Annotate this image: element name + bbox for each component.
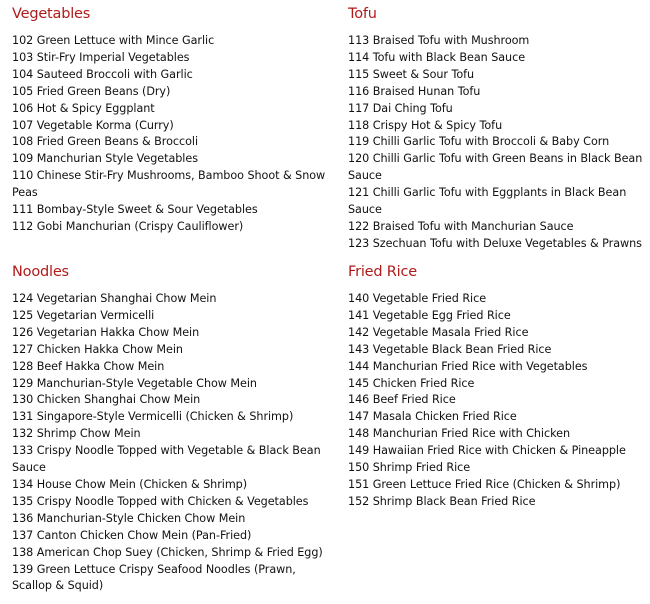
section-noodles [12,262,328,595]
menu-item: 109 Manchurian Style Vegetables [12,152,198,166]
menu-item: 111 Bombay-Style Sweet & Sour Vegetables [12,203,258,217]
menu-item: 118 Crispy Hot & Spicy Tofu [348,118,503,132]
menu-item: 151 Green Lettuce Fried Rice (Chicken & Shrimp) [348,477,621,491]
menu-item: 121 Chilli Garlic Tofu with Eggplants in Black Bean Sauce [348,186,627,217]
menu-item: 120 Chilli Garlic Tofu with Green Beans in Black Bean Sauce [348,152,643,183]
menu-item: 102 Green Lettuce with Mince Garlic [12,34,215,47]
menu-item: 112 Gobi Manchurian (Crispy Cauliflower) [12,219,244,233]
menu-item: 106 Hot & Spicy Eggplant [12,101,155,115]
menu-item: 140 Vegetable Fried Rice [348,292,487,305]
menu-item: 149 Hawaiian Fried Rice with Chicken & Pineapple [348,444,626,458]
menu-item: 107 Vegetable Korma (Curry) [12,118,174,132]
menu-item: 139 Green Lettuce Crispy Seafood Noodles (Prawn, Scallop & Squid) [12,562,296,593]
section-tofu [348,4,648,253]
menu-item: 103 Stir-Fry Imperial Vegetables [12,50,190,64]
menu-item: 144 Manchurian Fried Rice with Vegetables [348,359,588,373]
menu-item: 114 Tofu with Black Bean Sauce [348,50,526,64]
menu-item: 105 Fried Green Beans (Dry) [12,84,171,98]
menu-item: 138 American Chop Suey (Chicken, Shrimp & Fried Egg) [12,545,323,559]
section-fried-rice [348,262,648,511]
menu-item: 127 Chicken Hakka Chow Mein [12,342,183,356]
menu-item: 124 Vegetarian Shanghai Chow Mein [12,292,217,305]
menu-item: 147 Masala Chicken Fried Rice [348,410,517,424]
menu-item: 125 Vegetarian Vermicelli [12,308,155,322]
menu-item: 141 Vegetable Egg Fried Rice [348,308,511,322]
menu-item: 145 Chicken Fried Rice [348,376,475,390]
menu-item: 146 Beef Fried Rice [348,393,456,407]
menu-item: 123 Szechuan Tofu with Deluxe Vegetables & Prawns [348,236,642,250]
menu-item: 136 Manchurian-Style Chicken Chow Mein [12,511,246,525]
menu-item: 130 Chicken Shanghai Chow Mein [12,393,201,407]
menu-item: 148 Manchurian Fried Rice with Chicken [348,427,570,441]
menu-item: 104 Sauteed Broccoli with Garlic [12,67,193,81]
menu-item: 135 Crispy Noodle Topped with Chicken & Vegetables [12,494,309,508]
menu-item: 143 Vegetable Black Bean Fried Rice [348,342,552,356]
menu-item: 129 Manchurian-Style Vegetable Chow Mein [12,376,257,390]
section-vegetables [12,4,328,236]
menu-item: 108 Fried Green Beans & Broccoli [12,135,199,149]
item-list-noodles [12,291,328,595]
item-list-tofu [348,33,648,253]
section-title-fried-rice: Fried Rice [348,264,418,280]
menu-item: 137 Canton Chicken Chow Mein (Pan-Fried) [12,528,252,542]
menu-item: 128 Beef Hakka Chow Mein [12,359,165,373]
menu-item: 113 Braised Tofu with Mushroom [348,34,530,47]
menu-item: 122 Braised Tofu with Manchurian Sauce [348,219,574,233]
menu-item: 119 Chilli Garlic Tofu with Broccoli & Baby Corn [348,135,610,149]
menu-item: 131 Singapore-Style Vermicelli (Chicken & Shrimp) [12,410,294,424]
menu-item: 115 Sweet & Sour Tofu [348,67,475,81]
section-title-noodles: Noodles [12,264,69,280]
section-title-tofu: Tofu [348,6,377,22]
menu-item: 150 Shrimp Fried Rice [348,461,471,475]
menu-item: 126 Vegetarian Hakka Chow Mein [12,325,200,339]
menu-item: 134 House Chow Mein (Chicken & Shrimp) [12,477,248,491]
item-list-vegetables [12,33,328,236]
menu-item: 142 Vegetable Masala Fried Rice [348,325,529,339]
menu-item: 152 Shrimp Black Bean Fried Rice [348,494,536,508]
menu-item: 116 Braised Hunan Tofu [348,84,481,98]
menu-item: 133 Crispy Noodle Topped with Vegetable & Black Bean Sauce [12,444,321,475]
menu-item: 132 Shrimp Chow Mein [12,427,141,441]
menu-item: 117 Dai Ching Tofu [348,101,453,115]
section-title-vegetables: Vegetables [12,6,91,22]
item-list-fried-rice [348,291,648,511]
menu-item: 110 Chinese Stir-Fry Mushrooms, Bamboo Shoot & Snow Peas [12,169,326,200]
